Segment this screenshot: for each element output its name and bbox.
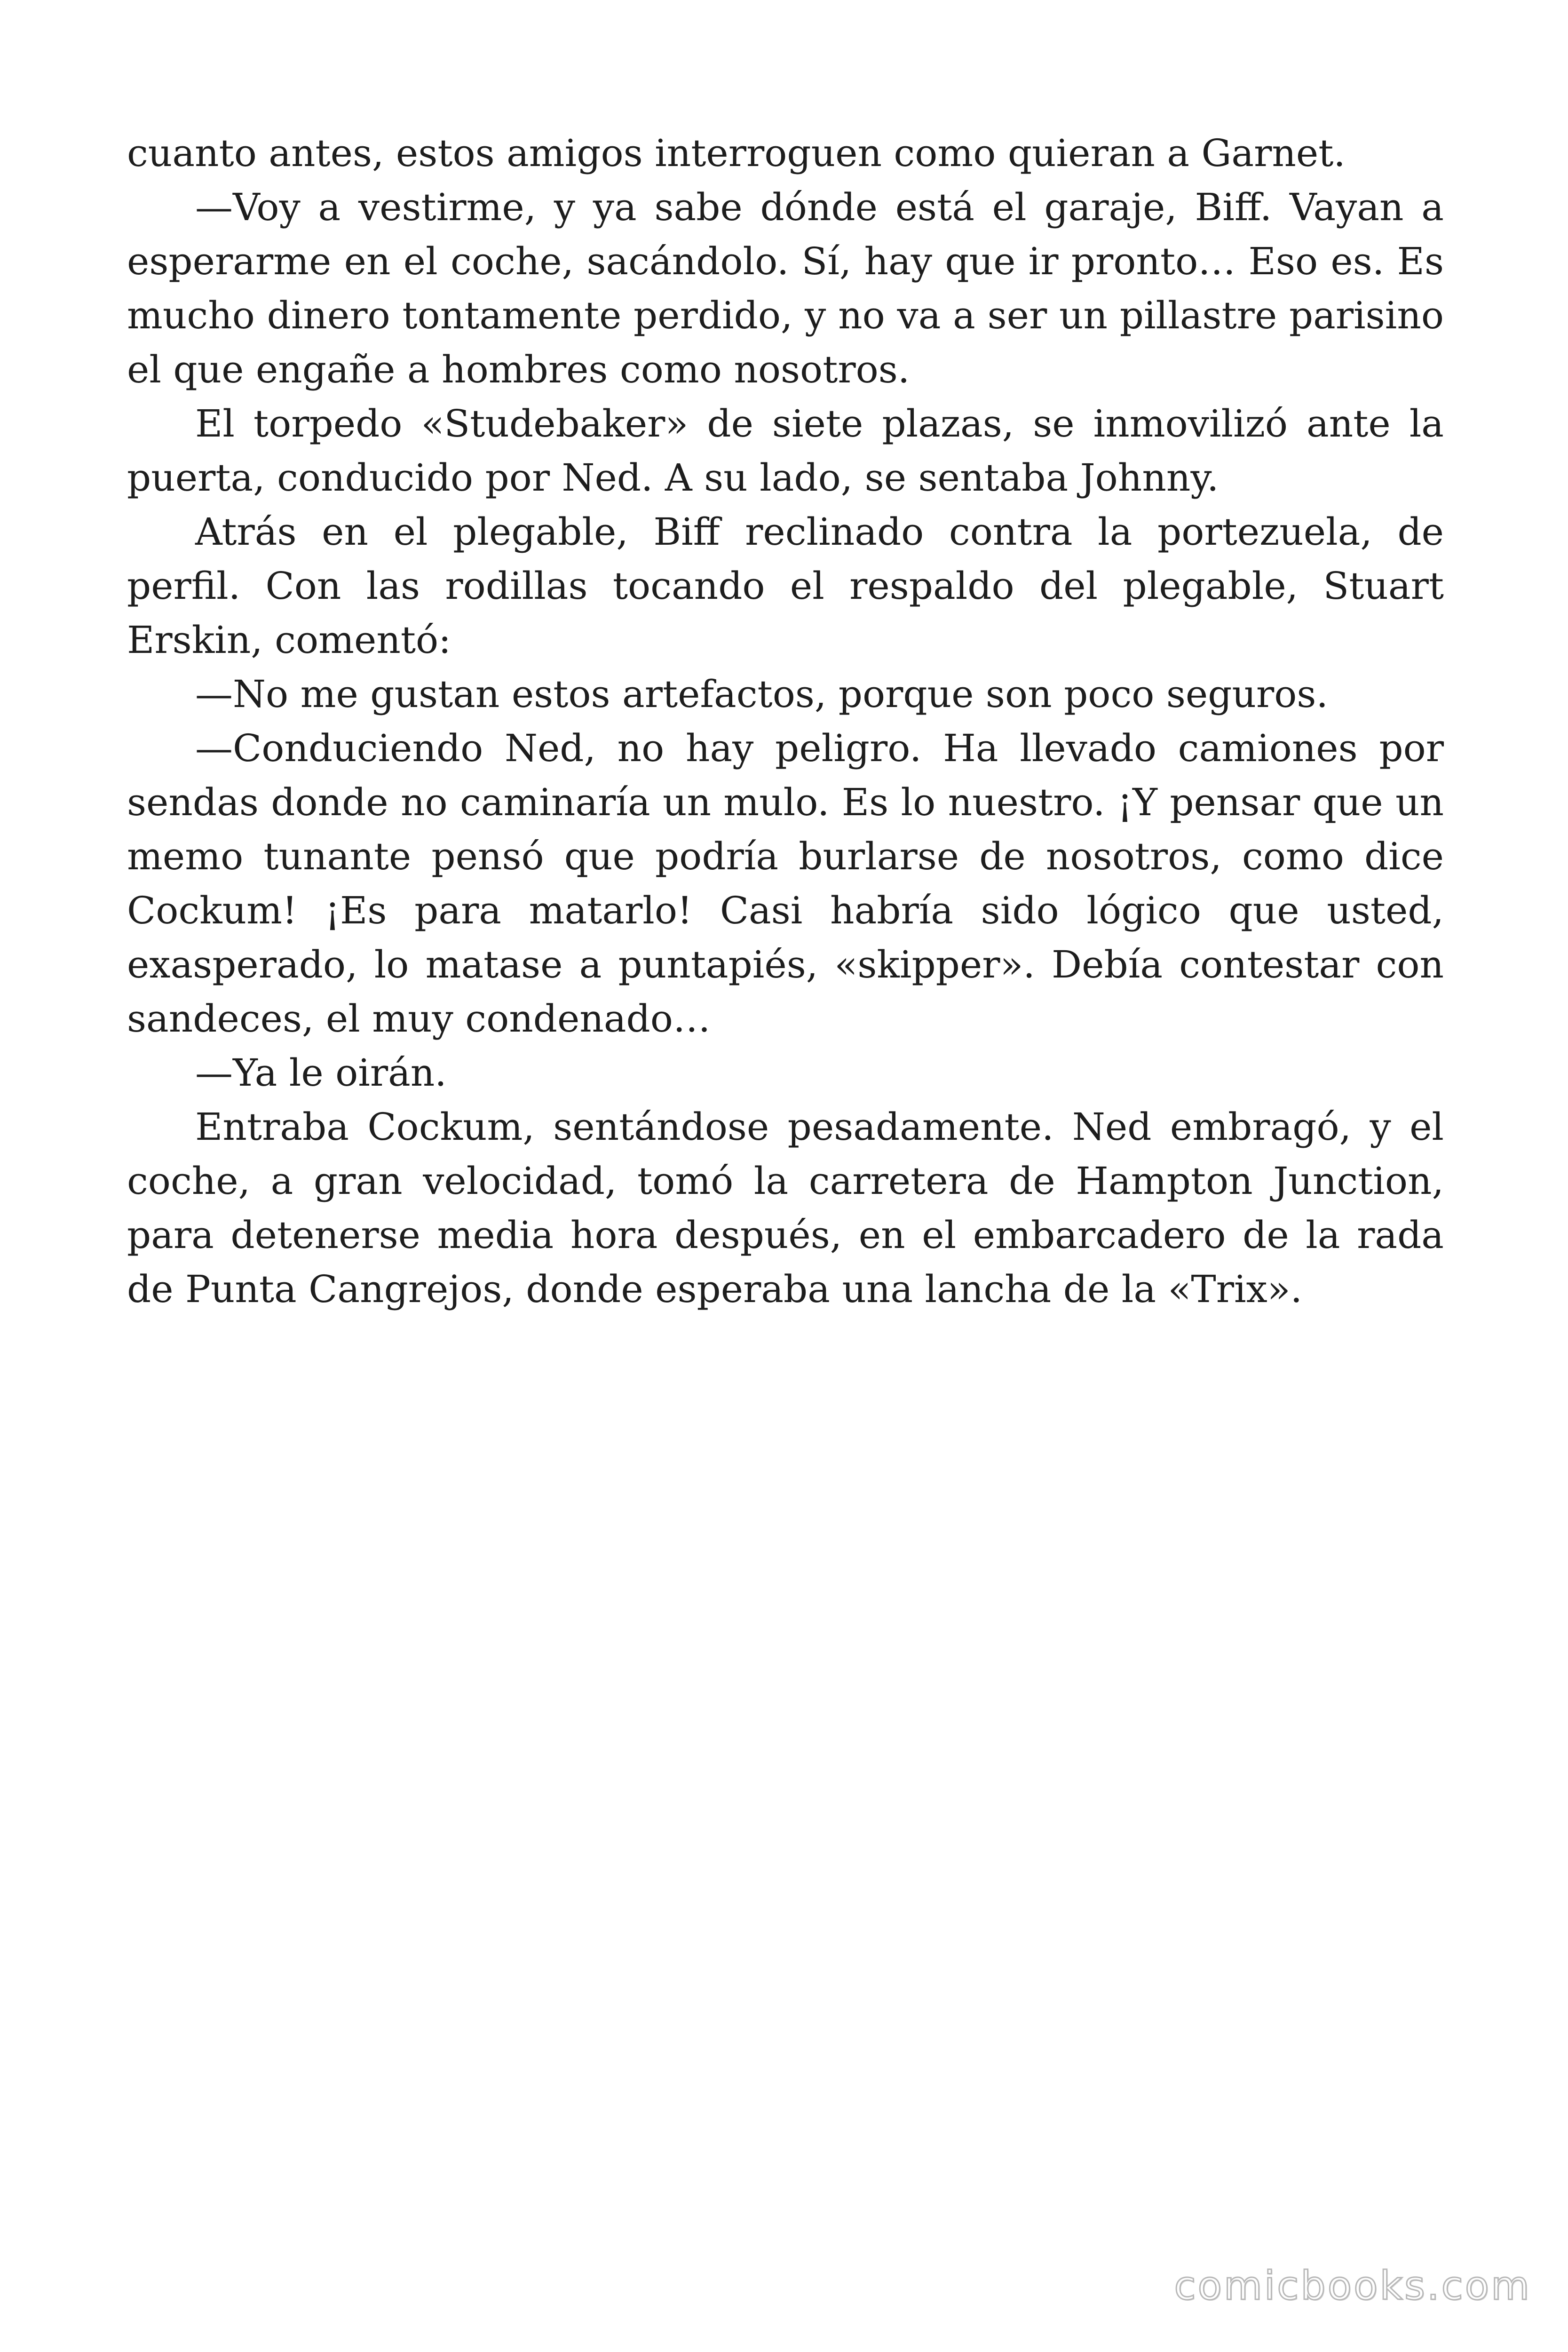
paragraph: El torpedo «Studebaker» de siete plazas, se inmovilizó ante la puerta, conducido por Ned. A su lado, se sentaba Johnny. bbox=[127, 402, 1444, 500]
paragraph: cuanto antes, estos amigos interroguen como quieran a Garnet. bbox=[127, 131, 1346, 175]
paragraph: —Ya le oirán. bbox=[195, 1051, 447, 1095]
paragraph: —No me gustan estos artefactos, porque son poco seguros. bbox=[195, 672, 1328, 716]
paragraph: —Voy a vestirme, y ya sabe dónde está el garaje, Biff. Vayan a esperarme en el coche, sacándolo. Sí, hay que ir pronto… Eso es. Es mucho dinero tontamente perdido, y no va a ser un pillastre parisino el que engañe a hombres como nosotros. bbox=[127, 185, 1444, 391]
paragraph: Entraba Cockum, sentándose pesadamente. Ned embragó, y el coche, a gran velocidad, tomó la carretera de Hampton Junction, para detenerse media hora después, en el embarcadero de la rada de Punta Cangrejos, donde esperaba una lancha de la «Trix». bbox=[127, 1105, 1444, 1311]
paragraph: Atrás en el plegable, Biff reclinado contra la portezuela, de perfil. Con las rodillas tocando el respaldo del plegable, Stuart Erskin, comentó: bbox=[127, 510, 1444, 662]
page-body-text bbox=[127, 126, 1444, 1316]
watermark: comicbooks.com bbox=[1174, 2263, 1531, 2309]
paragraph: —Conduciendo Ned, no hay peligro. Ha llevado camiones por sendas donde no caminaría un mulo. Es lo nuestro. ¡Y pensar que un memo tunante pensó que podría burlarse de nosotros, como dice Cockum! ¡Es para matarlo! Casi habría sido lógico que usted, exasperado, lo matase a puntapiés, «skipper». Debía contestar con sandeces, el muy condenado… bbox=[127, 726, 1444, 1041]
